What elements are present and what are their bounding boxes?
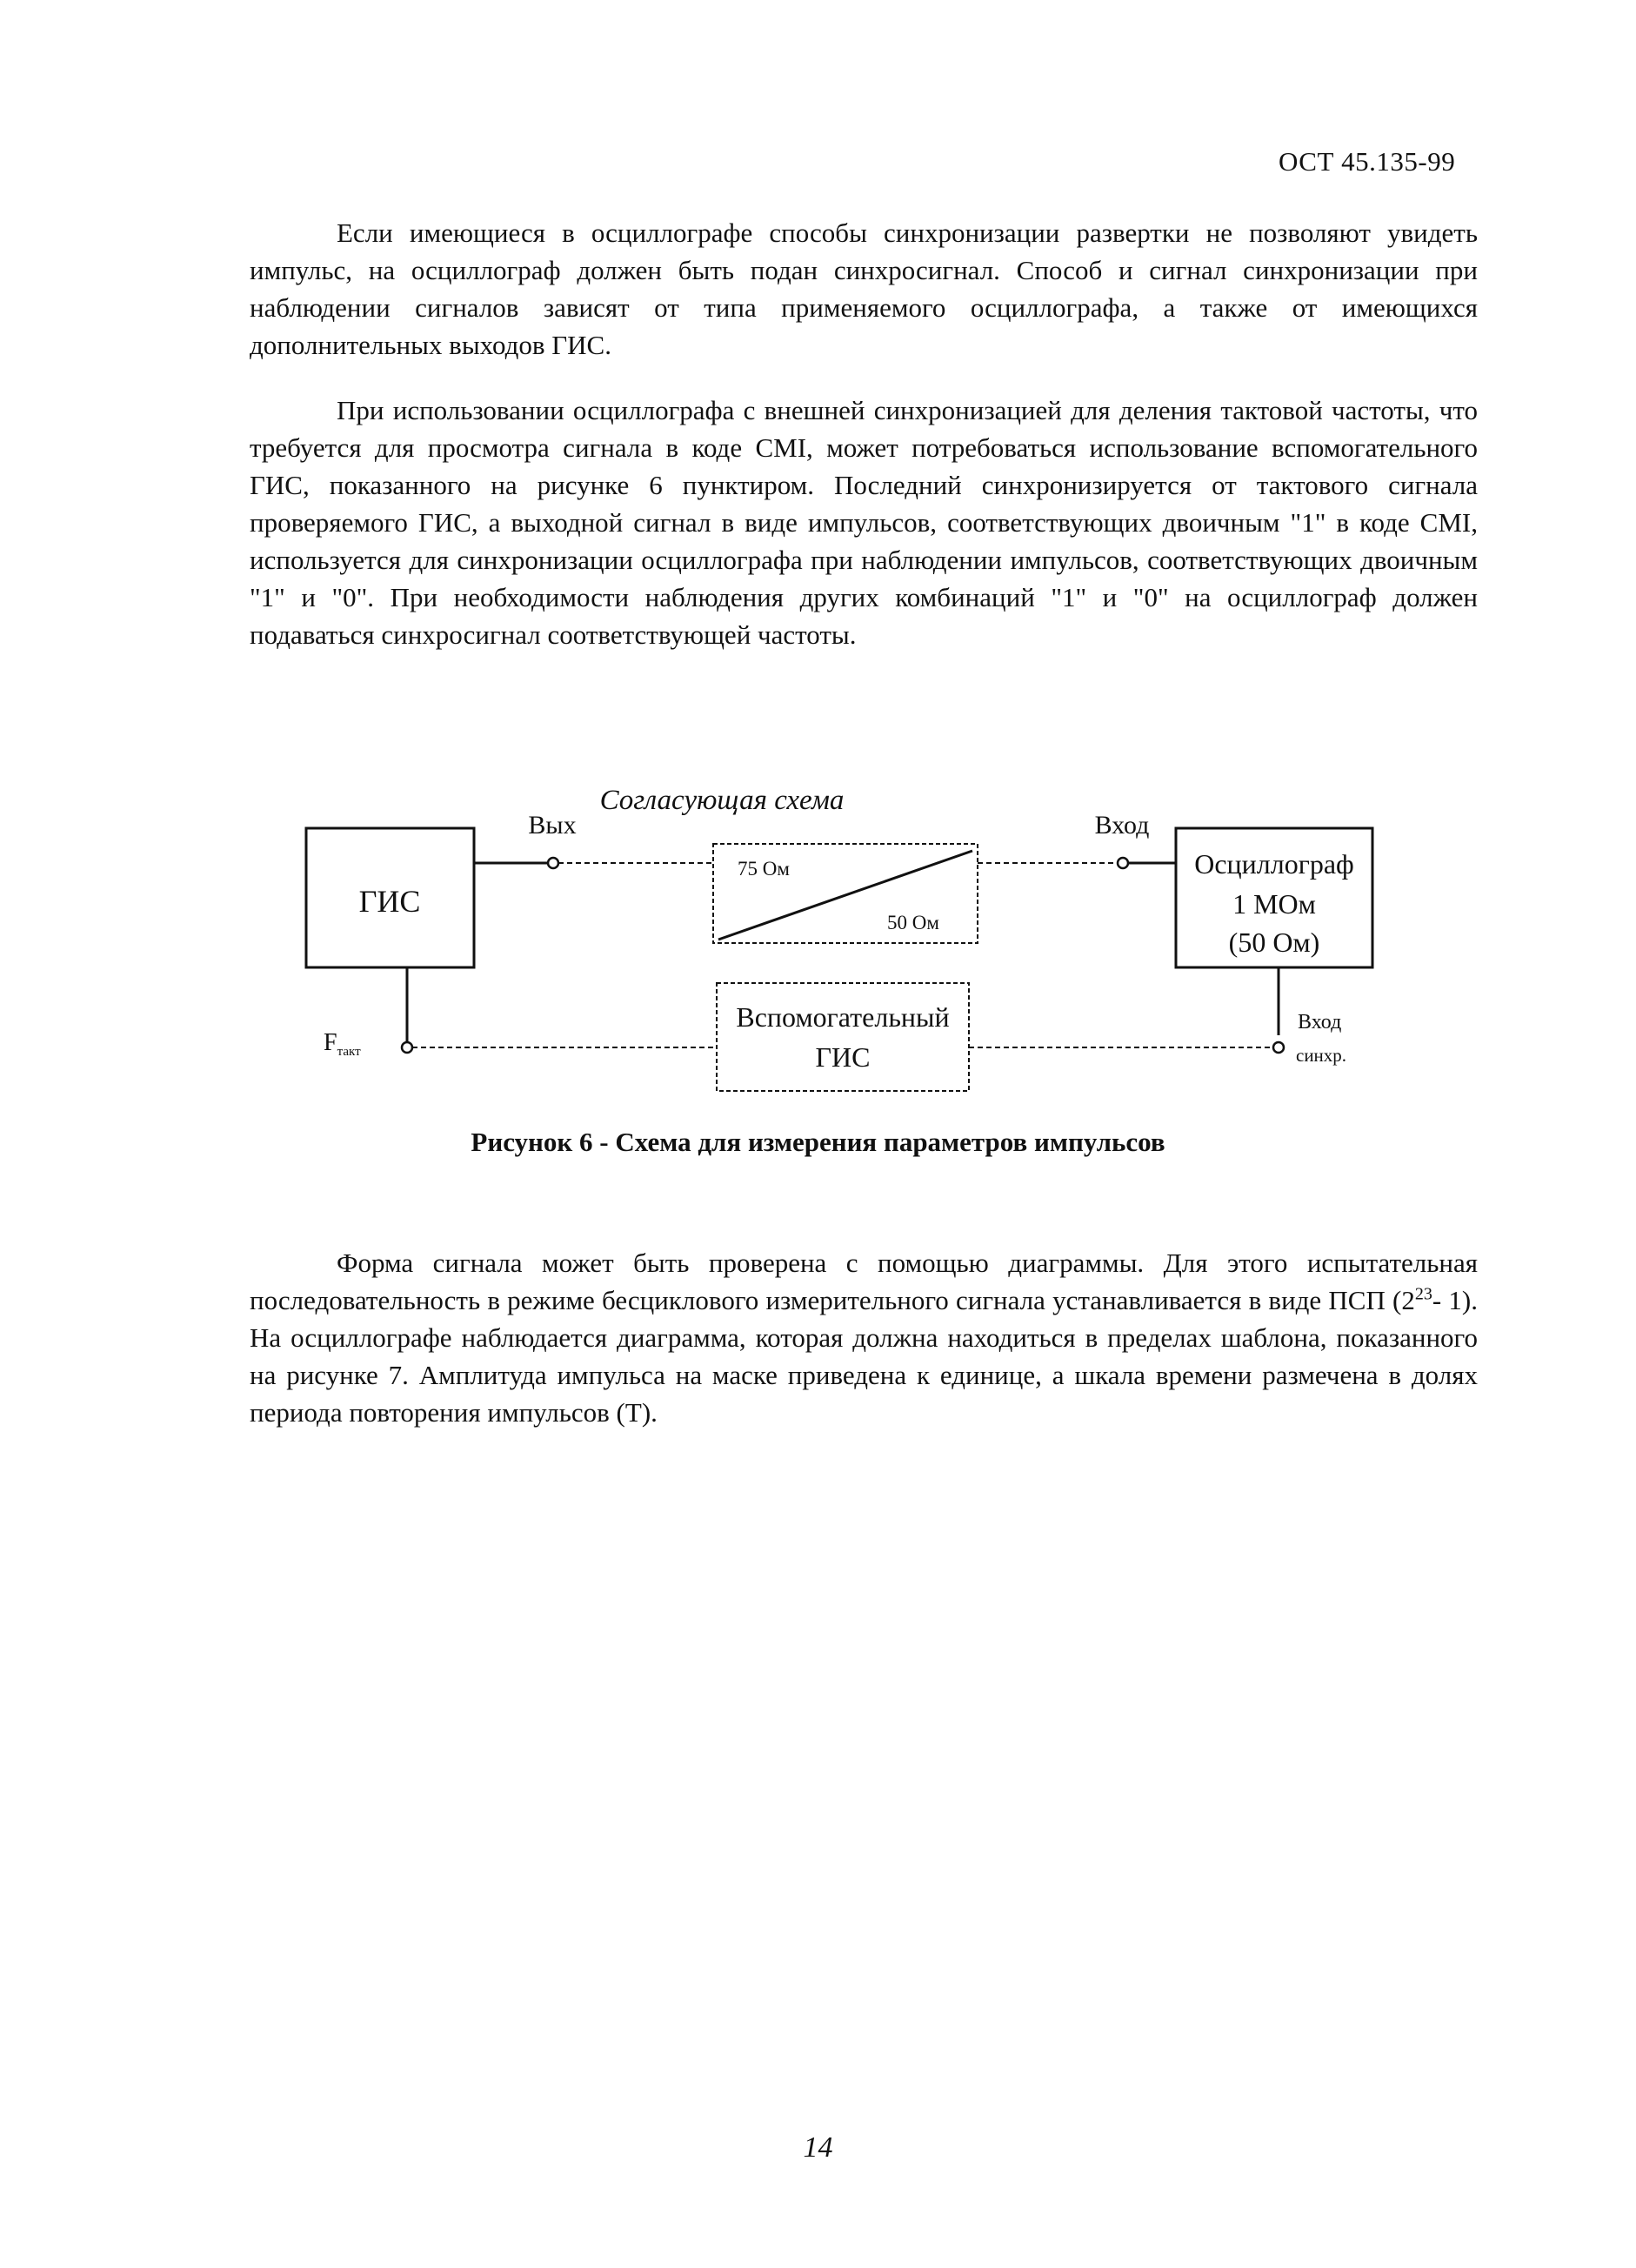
measurement-scheme-diagram [296,774,1392,1105]
paragraph-eye-diagram-part2: - 1). На осциллографе наблюдается диаграмма, которая должна находиться в пределах шаблона, показанного на рисунке 7. Амплитуда импульса на маске приведена к единице, а шкала времени размечена в долях периода повторения импульсов (Т). [250,1285,1478,1428]
oscilloscope-impedance: 1 МОм [1232,888,1316,920]
oscilloscope-impedance-alt: (50 Ом) [1228,927,1320,958]
paragraph-eye-diagram-part1: Форма сигнала может быть проверена с помощью диаграммы. Для этого испытательная последовательность в режиме бесциклового измерительного сигнала устанавливается в виде ПСП (2 [250,1248,1478,1315]
paragraph-eye-diagram [250,1244,1478,1431]
input-label: Вход [1094,811,1150,840]
clock-label-main: F [324,1029,337,1056]
input-terminal [1118,858,1128,868]
scheme-svg [296,774,1392,1105]
document-code: ОСТ 45.135-99 [1279,146,1456,177]
paragraph-sync-methods: Если имеющиеся в осциллографе способы синхронизации развертки не позволяют увидеть импульс, на осциллограф должен быть подан синхросигнал. Способ и сигнал синхронизации при наблюдении сигналов зависят от типа применяемого осциллографа, а также от имеющихся дополнительных выходов ГИС. [250,217,1478,360]
output-terminal [548,858,558,868]
sync-input-label: Вход [1298,1011,1342,1034]
clock-label-sub: такт [337,1045,361,1059]
aux-generator-label-2: ГИС [815,1041,871,1073]
clock-label [324,1029,361,1059]
exponent: 23 [1414,1284,1432,1304]
matching-circuit-title: Согласующая схема [599,785,845,816]
sync-input-label-2: синхр. [1296,1045,1347,1066]
aux-generator-label: Вспомогательный [736,1001,950,1033]
paragraph-aux-generator: При использовании осциллографа с внешней синхронизацией для деления тактовой частоты, что требуется для просмотра сигнала в коде CMI, может потребоваться использование вспомогательного ГИС, показанного на рисунке 6 пунктиром. Последний синхронизируется от тактового сигнала проверяемого ГИС, а выходной сигнал в виде импульсов, соответствующих двоичным "1" в коде CMI, используется для синхронизации осциллографа при наблюдении импульсов, соответствующих двоичным "1" и "0". При необходимости наблюдения других комбинаций "1" и "0" на осциллограф должен подаваться синхросигнал соответствующей частоты. [250,395,1478,650]
page-number: 14 [803,2131,833,2164]
r75-label: 75 Ом [738,858,790,880]
oscilloscope-label: Осциллограф [1194,848,1354,880]
output-label: Вых [528,811,577,840]
gis-label: ГИС [358,884,421,919]
clock-terminal [402,1042,412,1053]
figure-caption: Рисунок 6 - Схема для измерения параметров импульсов [471,1127,1165,1157]
aux-generator-box [717,983,969,1091]
r50-label: 50 Ом [887,912,939,933]
sync-terminal [1273,1042,1284,1053]
